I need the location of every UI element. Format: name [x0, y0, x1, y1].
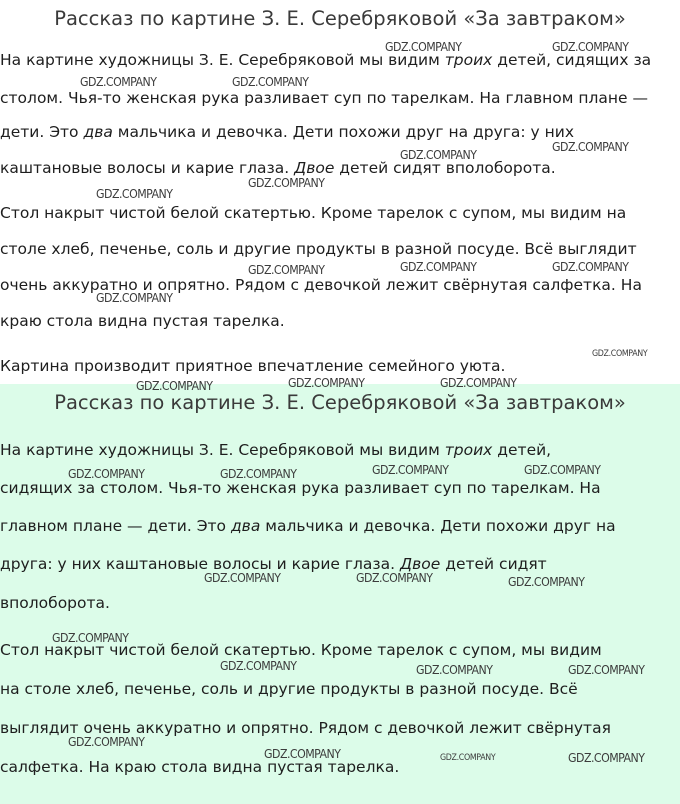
story-line: На картине художницы З. Е. Серебряковой мы видим троих детей,	[0, 441, 552, 459]
watermark: GDZ.COMPANY	[552, 39, 629, 54]
watermark: GDZ.COMPANY	[592, 349, 648, 359]
watermark: GDZ.COMPANY	[204, 570, 281, 585]
watermark: GDZ.COMPANY	[568, 750, 645, 765]
story-block-top	[0, 0, 680, 384]
watermark: GDZ.COMPANY	[220, 466, 297, 481]
story-line: Стол накрыт чистой белой скатертью. Кроме тарелок с супом, мы видим на	[0, 204, 627, 222]
emphasized-word: троих	[444, 51, 493, 69]
watermark: GDZ.COMPANY	[400, 259, 477, 274]
watermark: GDZ.COMPANY	[248, 175, 325, 190]
watermark: GDZ.COMPANY	[52, 630, 129, 645]
watermark: GDZ.COMPANY	[356, 570, 433, 585]
watermark: GDZ.COMPANY	[264, 746, 341, 761]
watermark: GDZ.COMPANY	[248, 262, 325, 277]
story-line: очень аккуратно и опрятно. Рядом с девочкой лежит свёрнутая салфетка. На	[0, 276, 642, 294]
watermark: GDZ.COMPANY	[440, 753, 496, 763]
watermark: GDZ.COMPANY	[552, 259, 629, 274]
story-title: Рассказ по картине З. Е. Серебряковой «За завтраком»	[54, 391, 626, 414]
story-line: на столе хлеб, печенье, соль и другие продукты в разной посуде. Всё	[0, 680, 578, 698]
story-line: каштановые волосы и карие глаза. Двое детей сидят вполоборота.	[0, 159, 556, 177]
emphasized-word: два	[83, 123, 113, 141]
story-title: Рассказ по картине З. Е. Серебряковой «За завтраком»	[54, 7, 626, 30]
watermark: GDZ.COMPANY	[372, 462, 449, 477]
story-line: краю стола видна пустая тарелка.	[0, 312, 285, 330]
watermark: GDZ.COMPANY	[385, 39, 462, 54]
story-line: столом. Чья-то женская рука разливает суп по тарелкам. На главном плане —	[0, 89, 648, 107]
emphasized-word: Двое	[400, 555, 441, 573]
watermark: GDZ.COMPANY	[96, 186, 173, 201]
story-line: вполоборота.	[0, 594, 110, 612]
watermark: GDZ.COMPANY	[96, 290, 173, 305]
watermark: GDZ.COMPANY	[80, 74, 157, 89]
watermark: GDZ.COMPANY	[232, 74, 309, 89]
watermark: GDZ.COMPANY	[220, 658, 297, 673]
watermark: GDZ.COMPANY	[552, 139, 629, 154]
watermark: GDZ.COMPANY	[400, 147, 477, 162]
story-line: друга: у них каштановые волосы и карие глаза. Двое детей сидят	[0, 555, 547, 573]
story-line: На картине художницы З. Е. Серебряковой мы видим троих детей, сидящих за	[0, 51, 652, 69]
story-line: выглядит очень аккуратно и опрятно. Рядом с девочкой лежит свёрнутая	[0, 719, 611, 737]
watermark: GDZ.COMPANY	[508, 574, 585, 589]
watermark: GDZ.COMPANY	[68, 466, 145, 481]
emphasized-word: Двое	[294, 159, 335, 177]
story-line: столе хлеб, печенье, соль и другие продукты в разной посуде. Всё выглядит	[0, 240, 637, 258]
story-line: Картина производит приятное впечатление семейного уюта.	[0, 357, 506, 375]
watermark: GDZ.COMPANY	[68, 734, 145, 749]
watermark: GDZ.COMPANY	[524, 462, 601, 477]
story-line: дети. Это два мальчика и девочка. Дети похожи друг на друга: у них	[0, 123, 575, 141]
watermark: GDZ.COMPANY	[440, 375, 517, 390]
watermark: GDZ.COMPANY	[416, 662, 493, 677]
emphasized-word: два	[230, 517, 261, 535]
watermark: GDZ.COMPANY	[136, 378, 213, 393]
watermark: GDZ.COMPANY	[568, 662, 645, 677]
watermark: GDZ.COMPANY	[288, 375, 365, 390]
story-line: Стол накрыт чистой белой скатертью. Кроме тарелок с супом, мы видим	[0, 641, 602, 659]
story-line: салфетка. На краю стола видна пустая тарелка.	[0, 758, 400, 776]
story-block-bottom	[0, 384, 680, 804]
story-line: сидящих за столом. Чья-то женская рука разливает суп по тарелкам. На	[0, 479, 601, 497]
story-line: главном плане — дети. Это два мальчика и девочка. Дети похожи друг на	[0, 517, 616, 535]
emphasized-word: троих	[444, 441, 493, 459]
